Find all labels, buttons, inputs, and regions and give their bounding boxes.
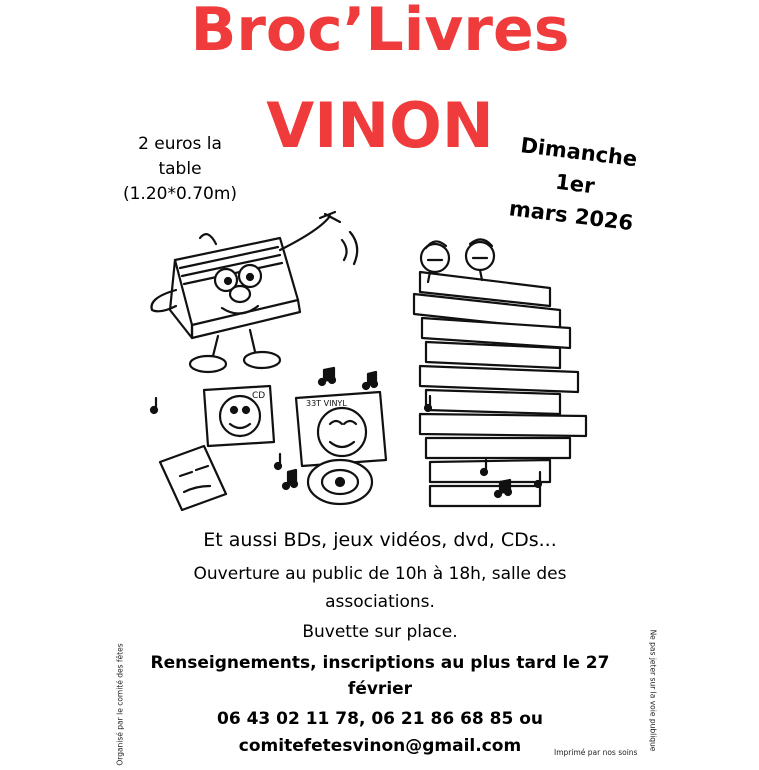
vinyl-icon: [296, 392, 386, 466]
illustration-drawing: [130, 210, 630, 515]
contact-email: comitefetesvinon@gmail.com: [238, 736, 522, 756]
opening-line-2: associations.: [325, 592, 435, 612]
opening-line-1: Ouverture au public de 10h à 18h, salle des: [193, 564, 567, 584]
contact-line-2: février: [347, 679, 413, 699]
date-line-3: mars 2026: [507, 196, 635, 236]
contact-line-1: Renseignements, inscriptions au plus tard le 27: [150, 653, 610, 673]
price-line-1: 2 euros la: [138, 134, 222, 154]
no-litter-note: Ne pas jeter sur la voie publique: [648, 629, 658, 752]
date-line-2: 1er: [554, 169, 596, 199]
book-stack-icon: [414, 239, 586, 506]
phone-icon: [160, 446, 226, 510]
illustration: [130, 210, 630, 515]
price-line-3: (1.20*0.70m): [122, 184, 238, 204]
cd-icon: [204, 386, 274, 446]
svg-text:33T VINYL: 33T VINYL: [306, 399, 347, 408]
printed-note: Imprimé par nos soins: [554, 748, 638, 757]
price-line-2: table: [158, 159, 202, 179]
price-info: [110, 132, 250, 207]
disc-icon: [308, 460, 372, 504]
title-line-2: VINON: [266, 89, 494, 162]
date-line-1: Dimanche: [519, 133, 639, 172]
svg-text:CD: CD: [252, 391, 266, 401]
title-line-1: Broc’Livres: [190, 0, 570, 65]
book-character-icon: [152, 212, 358, 372]
buvette-text: Buvette sur place.: [302, 622, 458, 642]
contact-phones: 06 43 02 11 78, 06 21 86 68 85 ou: [217, 709, 543, 729]
organizer-note: Organisé par le comité des fêtes: [115, 643, 125, 766]
also-text: Et aussi BDs, jeux vidéos, dvd, CDs...: [203, 529, 557, 551]
